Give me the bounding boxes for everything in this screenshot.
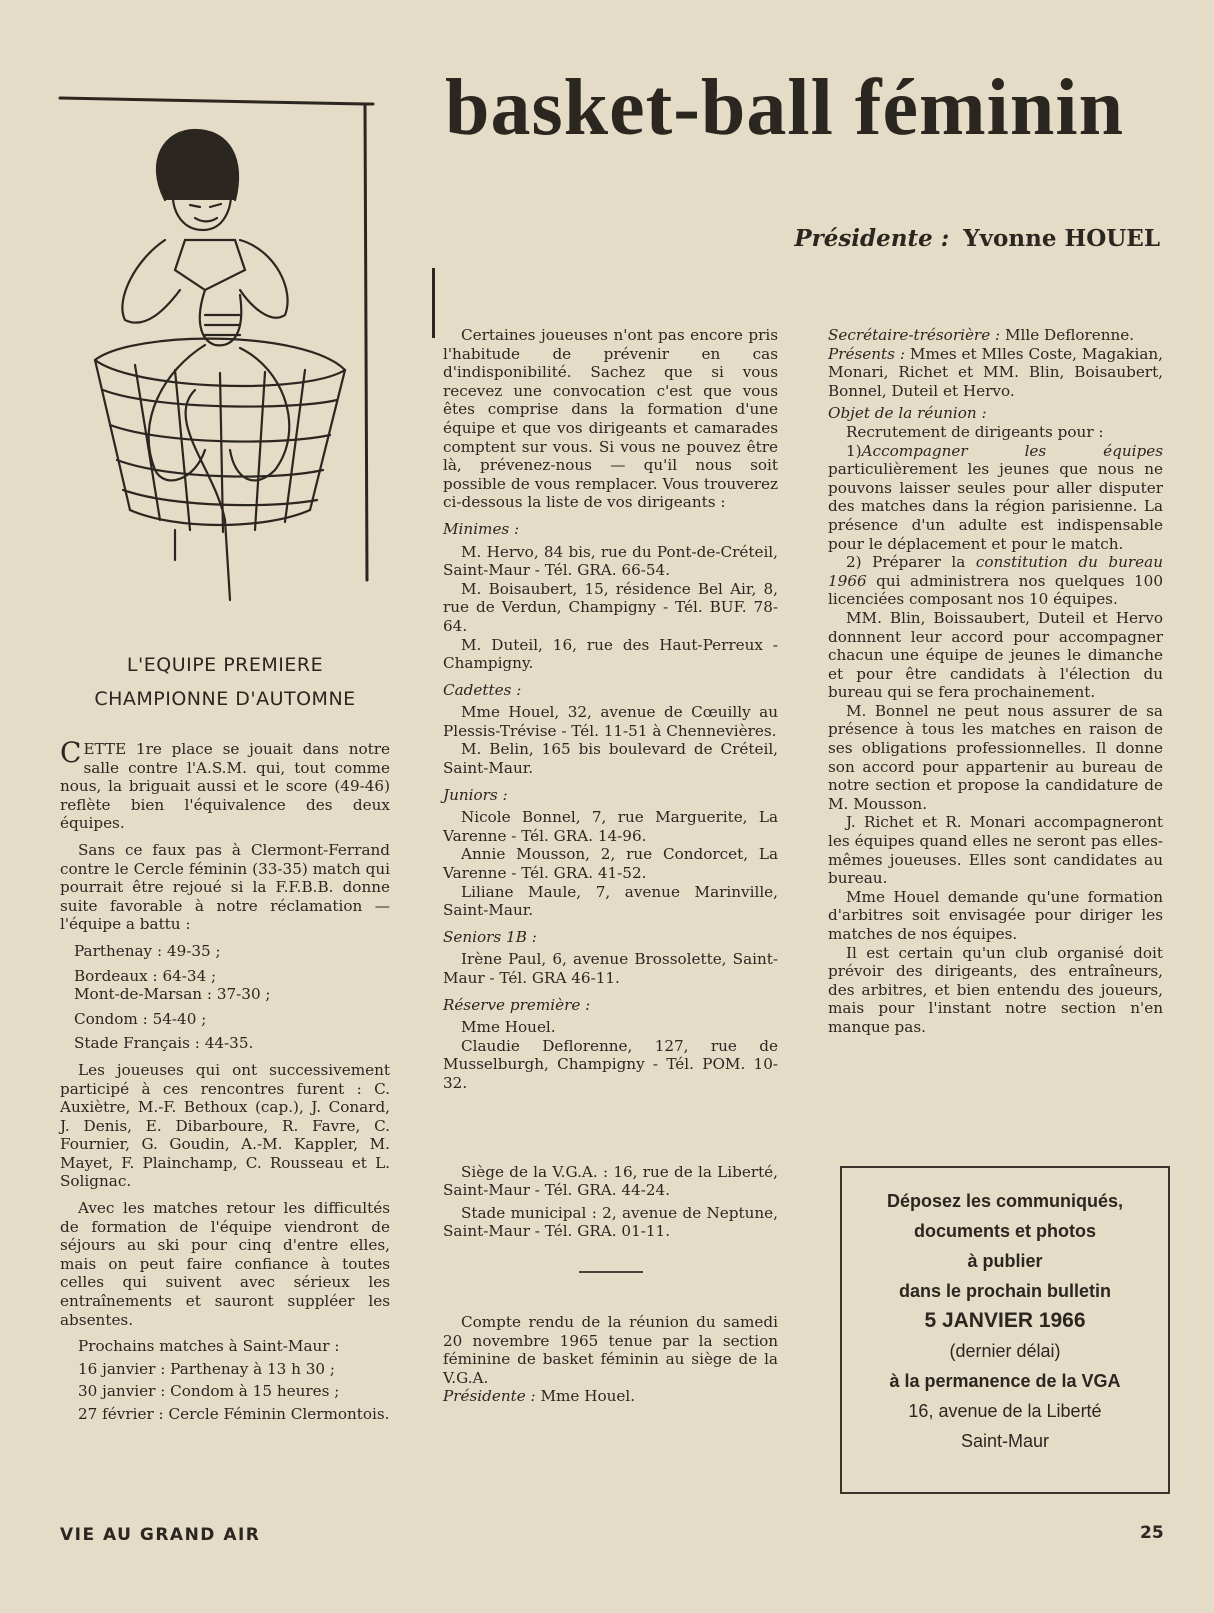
col2-intro: Certaines joueuses n'ont pas encore pris l'habitude de prévenir en cas d'indisponibilité. Sachez que si vous recevez une convocation c'est que vous êtes comprise dans la formation d'une équipe et que vos dirigeants et camarades comptent sur vous. Si vous ne pouvez être là, prévenez-nous — qu'il nous soit possible de vous remplacer. Vous trouverez ci-dessous la liste de vos dirigeants : bbox=[443, 326, 778, 512]
cadettes-heading: Cadettes : bbox=[443, 680, 522, 699]
match-item: 30 janvier : Condom à 15 heures ; bbox=[78, 1382, 340, 1401]
heading-line-2: CHAMPIONNE D'AUTOMNE bbox=[94, 688, 356, 710]
column-3 bbox=[828, 326, 1163, 1037]
section-heading bbox=[60, 648, 390, 716]
col2-presidente-name: Mme Houel. bbox=[540, 1387, 636, 1406]
point-1-text: particulièrement les jeunes que nous ne pouvons laisser seules pour aller disputer des matches dans la région parisienne. La présence d'un adulte est indispensable pour le déplacement et pour le match. bbox=[828, 460, 1163, 553]
secretaire-name: Mlle Deflorenne. bbox=[1004, 326, 1135, 344]
point-2-italic: constitution du bureau 1966 bbox=[828, 553, 1163, 590]
box-line-7: à la permanence de la VGA bbox=[889, 1371, 1121, 1391]
col2-presidente bbox=[443, 1387, 778, 1406]
notice-box bbox=[840, 1166, 1170, 1494]
point-2-num: 2) Préparer la bbox=[846, 553, 966, 572]
dirigeant-entry: Irène Paul, 6, avenue Brossolette, Saint-Maur - Tél. GRA 46-11. bbox=[443, 950, 778, 987]
point-2-text: qui administrera nos quelques 100 licenciées composant nos 10 équipes. bbox=[828, 571, 1163, 609]
result-item: Condom : 54-40 ; bbox=[74, 1009, 207, 1028]
col1-p4: Avec les matches retour les difficultés de formation de l'équipe viendront de séjours au ski pour cinq d'entre elles, mais on peut faire confiance à toutes celles qui suivent avec sérieux les entraînements et sauront suppléer les absentes. bbox=[60, 1199, 390, 1329]
dirigeant-entry: M. Duteil, 16, rue des Haut-Perreux - Champigny. bbox=[443, 635, 778, 673]
seniors-heading: Seniors 1B : bbox=[443, 927, 537, 946]
col1-p2: Sans ce faux pas à Clermont-Ferrand contre le Cercle féminin (33-35) match qui pourrait être rejoué si la F.F.B.B. donne suite favorable à notre réclamation — l'équipe a battu : bbox=[60, 840, 390, 934]
col3-p5: J. Richet et R. Monari accompagneront les équipes quand elles ne seront pas elles-mêmes joueuses. Elles sont candidates au bureau. bbox=[828, 813, 1163, 888]
dirigeant-entry: Mme Houel. bbox=[461, 1018, 556, 1037]
secretaire-line bbox=[828, 326, 1163, 345]
match-item: 16 janvier : Parthenay à 13 h 30 ; bbox=[78, 1359, 336, 1378]
objet-heading: Objet de la réunion : bbox=[828, 404, 987, 423]
result-item: Mont-de-Marsan : 37-30 ; bbox=[74, 985, 271, 1004]
recrutement: Recrutement de dirigeants pour : bbox=[846, 422, 1104, 441]
col3-p3: MM. Blin, Boissaubert, Duteil et Hervo donnnent leur accord pour accompagner chacun une équipe de jeunes le dimanche et pour être candidats à l'élection du bureau qui se fera prochainement. bbox=[828, 608, 1163, 702]
dirigeant-entry: Annie Mousson, 2, rue Condorcet, La Varenne - Tél. GRA. 41-52. bbox=[443, 845, 778, 883]
presidente-name: Yvonne HOUEL bbox=[963, 225, 1160, 252]
dirigeant-entry: Nicole Bonnel, 7, rue Marguerite, La Varenne - Tél. GRA. 14-96. bbox=[443, 808, 778, 845]
reserve-heading: Réserve première : bbox=[443, 995, 591, 1014]
dirigeant-entry: Mme Houel, 32, avenue de Cœuilly au Plessis-Trévise - Tél. 11-51 à Chennevières. bbox=[443, 703, 778, 740]
box-line-5: 5 JANVIER 1966 bbox=[924, 1309, 1086, 1332]
result-item: Parthenay : 49-35 ; bbox=[74, 941, 221, 960]
divider bbox=[579, 1271, 643, 1273]
col3-p6: Mme Houel demande qu'une formation d'arbitres soit envisagée pour diriger les matches de nos équipes. bbox=[828, 887, 1163, 943]
presidente-label: Présidente : bbox=[794, 225, 950, 252]
box-line-4: dans le prochain bulletin bbox=[898, 1281, 1112, 1301]
box-line-8: 16, avenue de la Liberté bbox=[908, 1401, 1102, 1421]
col1-p1: ETTE 1re place se jouait dans notre salle contre l'A.S.M. qui, tout comme nous, la briguait aussi et le score (49-46) reflète bien l'équivalence des deux équipes. bbox=[60, 740, 390, 833]
heading-line-1: L'EQUIPE PREMIERE bbox=[126, 654, 324, 676]
match-item: 27 février : Cercle Féminin Clermontois. bbox=[78, 1405, 390, 1423]
point-1 bbox=[828, 442, 1163, 554]
point-1-italic: Accompagner les équipes bbox=[861, 441, 1163, 460]
box-line-1: Déposez les communiqués, bbox=[886, 1191, 1124, 1211]
result-item: Stade Français : 44-35. bbox=[74, 1034, 254, 1053]
dirigeant-entry: M. Hervo, 84 bis, rue du Pont-de-Créteil, Saint-Maur - Tél. GRA. 66-54. bbox=[443, 542, 778, 580]
dirigeant-entry: Liliane Maule, 7, avenue Marinville, Saint-Maur. bbox=[443, 882, 778, 920]
column-1 bbox=[60, 736, 390, 1424]
col3-p4: M. Bonnel ne peut nous assurer de sa présence à tous les matches en raison de ses obligations professionnelles. Il donne son accord pour appartenir au bureau de notre section et propose la candidature de M. Mousson. bbox=[828, 701, 1163, 813]
dropcap: C bbox=[60, 736, 82, 769]
column-2 bbox=[443, 326, 778, 1406]
box-line-9: Saint-Maur bbox=[960, 1431, 1050, 1451]
stade-info: Stade municipal : 2, avenue de Neptune, Saint-Maur - Tél. GRA. 01-11. bbox=[443, 1203, 778, 1241]
col1-p3: Les joueuses qui ont successivement participé à ces rencontres furent : C. Auxiètre, M.-F. Bethoux (cap.), J. Conard, J. Denis, E. Dibarboure, R. Favre, C. Fournier, G. Goudin, A.-M. Kappler, M. Mayet, F. Plainchamp, C. Rousseau et L. Solignac. bbox=[60, 1060, 390, 1191]
dirigeant-entry: Claudie Deflorenne, 127, rue de Musselburgh, Champigny - Tél. POM. 10-32. bbox=[443, 1036, 778, 1092]
page-title: basket-ball féminin bbox=[445, 64, 1125, 152]
minimes-heading: Minimes : bbox=[443, 519, 520, 538]
presents-line bbox=[828, 345, 1163, 401]
dirigeant-entry: M. Boisaubert, 15, résidence Bel Air, 8, rue de Verdun, Champigny - Tél. BUF. 78-64. bbox=[443, 579, 778, 635]
presidente-line bbox=[740, 225, 1160, 252]
presents-label: Présents : bbox=[828, 344, 905, 363]
page-number: 25 bbox=[1140, 1523, 1164, 1543]
box-line-6: (dernier délai) bbox=[949, 1341, 1061, 1361]
result-item: Bordeaux : 64-34 ; bbox=[74, 966, 217, 985]
decorative-rule bbox=[432, 268, 435, 338]
compte-rendu: Compte rendu de la réunion du samedi 20 novembre 1965 tenue par la section féminine de basket féminin au siège de la V.G.A. bbox=[443, 1312, 778, 1387]
dirigeant-entry: M. Belin, 165 bis boulevard de Créteil, Saint-Maur. bbox=[443, 740, 778, 778]
woman-basket-illustration bbox=[55, 90, 395, 610]
box-line-2: documents et photos bbox=[913, 1221, 1096, 1241]
col1-p5: Prochains matches à Saint-Maur : bbox=[78, 1337, 340, 1356]
col2-presidente-label: Présidente : bbox=[443, 1387, 536, 1406]
footer-publication: VIE AU GRAND AIR bbox=[60, 1525, 261, 1545]
box-line-3: à publier bbox=[967, 1251, 1043, 1271]
point-2 bbox=[828, 553, 1163, 609]
secretaire-label: Secrétaire-trésorière : bbox=[828, 326, 1001, 344]
col3-p7: Il est certain qu'un club organisé doit prévoir des dirigeants, des entraîneurs, des arbitres, et bien entendu des joueurs, mais pour l'instant notre section n'en manque pas. bbox=[828, 943, 1163, 1036]
point-1-num: 1) bbox=[846, 441, 862, 460]
presents-list: Mmes et Mlles Coste, Magakian, Monari, Richet et MM. Blin, Boisaubert, Bonnel, Duteil et Hervo. bbox=[828, 344, 1164, 400]
juniors-heading: Juniors : bbox=[443, 785, 508, 804]
siege-info: Siège de la V.G.A. : 16, rue de la Liberté, Saint-Maur - Tél. GRA. 44-24. bbox=[443, 1162, 778, 1200]
